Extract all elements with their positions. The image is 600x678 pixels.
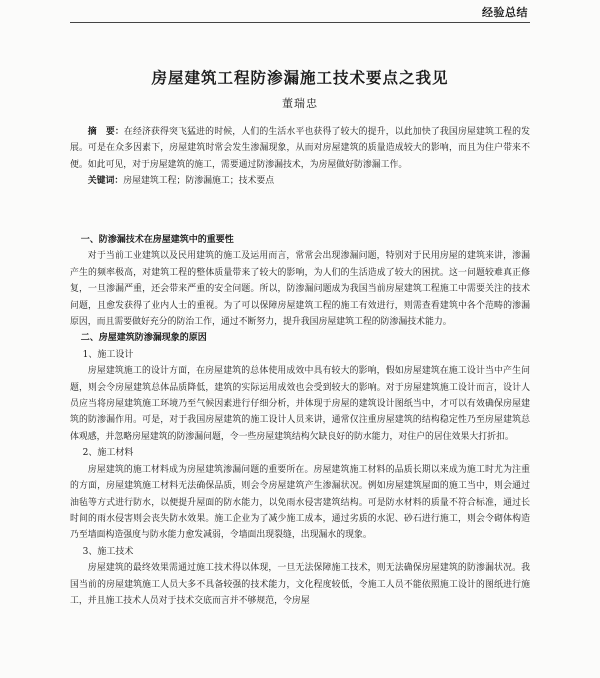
subsection-heading-materials: 2、施工材料	[82, 448, 134, 459]
section-heading-1: 一、防渗漏技术在房屋建筑中的重要性	[80, 235, 234, 245]
abstract-label: 摘 要：	[87, 127, 124, 137]
materials-paragraph: 房屋建筑的施工材料成为房屋建筑渗漏问题的重要所在。房屋建筑施工材料的品质长期以来成为施工时尤为注重的方面，房屋建筑施工材料无法确保品质，则会令房屋建筑产生渗漏状况。例如房屋建筑屋面的施工当中，则会通过油毡等方式进行防水，以便提升屋面的防水能力，以免雨水侵害建筑结构。可是防水材料的质量不符合标准，通过长时间的雨水侵害则会丧失防水效果。施工企业为了减少施工成本，通过劣质的水泥、砂石进行施工，则会令砌体构造乃至墙面构造强度与防水能力愈发减弱，令墙面出现裂缝，出现漏水的现象。	[70, 464, 530, 541]
author-name: 董瑞忠	[282, 97, 318, 110]
running-header	[70, 0, 530, 23]
keywords-line	[70, 173, 530, 189]
keywords-label: 关键词：	[87, 176, 124, 187]
abstract-paragraph	[70, 124, 530, 173]
design-paragraph: 房屋建筑施工的设计方面，在房屋建筑的总体使用成效中具有较大的影响，假如房屋建筑在施工设计当中产生问题，则会令房屋建筑总体品质降低，建筑的实际运用成效也会受到较大的影响。对于房屋建筑施工设计而言，设计人员应当将房屋建筑施工环境乃至气候因素进行仔细分析，并体现于房屋的建筑设计图纸当中，才可以有效确保房屋建筑的防渗漏作用。可是，对于我国房屋建筑的施工设计人员来讲，通常仅注重房屋建筑的结构稳定性乃至房屋建筑总体观感，并忽略房屋建筑的防渗漏问题，令一些房屋建筑结构欠缺良好的防水能力，对住户的居住效果大打折扣。	[70, 366, 530, 442]
subsection-heading-design: 1、施工设计	[82, 349, 134, 360]
abstract-block	[70, 124, 530, 190]
body-text	[70, 232, 530, 609]
article-title: 房屋建筑工程防渗漏施工技术要点之我见	[151, 69, 449, 87]
column-tag: 经验总结	[482, 6, 528, 19]
section-1-paragraph: 对于当前工业建筑以及民用建筑的施工及运用而言，常常会出现渗漏问题，特别对于民用房屋的建筑来讲，渗漏产生的频率极高，对建筑工程的整体质量带来了较大的影响，为人们的生活造成了较大的困扰。这一问题较难真正修复，一旦渗漏严重，还会带来严重的安全问题。所以，防渗漏问题成为我国当前房屋建筑工程施工中需要关注的技术问题，且愈发获得了业内人士的重视。为了可以保障房屋建筑工程的施工有效进行，则需查看建筑中各个范畴的渗漏原因，而且需要做好充分的防治工作，通过不断努力，提升我国房屋建筑工程的防渗漏技术能力。	[70, 251, 530, 328]
technique-paragraph: 房屋建筑的最终效果需通过施工技术得以体现，一旦无法保障施工技术，则无法确保房屋建筑的防渗漏状况。我国当前的房屋建筑施工人员大多不具备较强的技术能力，文化程度较低，令施工人员不能依照施工设计的图纸进行施工，并且施工技术人员对于技术交底而言并不够规范，令房屋	[70, 563, 530, 606]
subsection-heading-technique: 3、施工技术	[82, 546, 134, 557]
keywords-text: 房屋建筑工程；防渗漏施工；技术要点	[123, 176, 275, 187]
section-heading-2: 二、房屋建筑防渗漏现象的原因	[80, 333, 207, 344]
abstract-text: 在经济获得突飞猛进的时候，人们的生活水平也获得了较大的提升，以此加快了我国房屋建筑工程的发展。可是在众多因素下，房屋建筑时常会发生渗漏现象，从而对房屋建筑的质量造成较大的影响，而且为住户带来不便。如此可见，对于房屋建筑的施工，需要通过防渗漏技术，为房屋做好防渗漏工作。	[70, 127, 531, 170]
